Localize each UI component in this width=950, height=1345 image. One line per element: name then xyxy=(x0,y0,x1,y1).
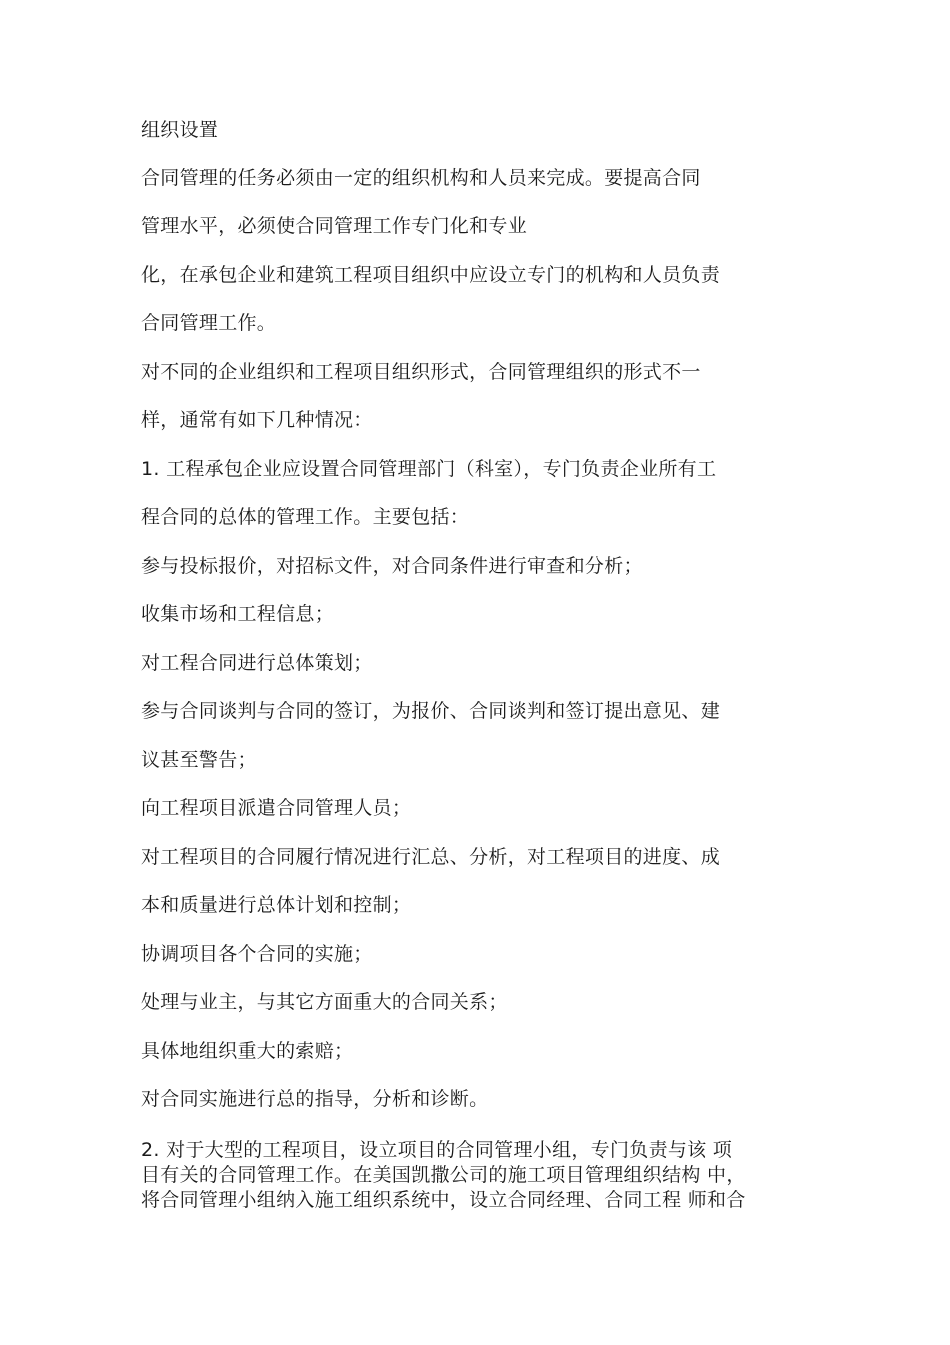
list-item-1: 1. 工程承包企业应设置合同管理部门（科室），专门负责企业所有工 xyxy=(141,458,717,480)
duty-item: 对工程项目的合同履行情况进行汇总、分析，对工程项目的进度、成 xyxy=(141,846,721,868)
duty-item: 收集市场和工程信息； xyxy=(141,603,335,625)
paragraph-line: 管理水平，必须使合同管理工作专门化和专业 xyxy=(141,215,528,237)
duty-item: 对合同实施进行总的指导，分析和诊断。 xyxy=(141,1088,489,1110)
paragraph-line: 程合同的总体的管理工作。主要包括： xyxy=(141,506,470,528)
paragraph-line: 目有关的合同管理工作。在美国凯撒公司的施工项目管理组织结构 中， xyxy=(141,1164,746,1186)
paragraph-line: 合同管理的任务必须由一定的组织机构和人员来完成。要提高合同 xyxy=(141,167,701,189)
duty-item: 参与合同谈判与合同的签订，为报价、合同谈判和签订提出意见、建 xyxy=(141,700,721,722)
paragraph-line: 合同管理工作。 xyxy=(141,312,277,334)
paragraph-line: 化，在承包企业和建筑工程项目组织中应设立专门的机构和人员负责 xyxy=(141,264,721,286)
duty-item: 对工程合同进行总体策划； xyxy=(141,652,373,674)
paragraph-line: 对不同的企业组织和工程项目组织形式，合同管理组织的形式不一 xyxy=(141,361,701,383)
duty-item: 议甚至警告； xyxy=(141,749,257,771)
duty-item: 本和质量进行总体计划和控制； xyxy=(141,894,412,916)
duty-item: 具体地组织重大的索赔； xyxy=(141,1040,354,1062)
duty-item: 协调项目各个合同的实施； xyxy=(141,943,373,965)
paragraph-line: 样，通常有如下几种情况： xyxy=(141,409,373,431)
section-heading: 组织设置 xyxy=(141,119,219,141)
duty-item: 参与投标报价，对招标文件，对合同条件进行审查和分析； xyxy=(141,555,643,577)
paragraph-line: 将合同管理小组纳入施工组织系统中，设立合同经理、合同工程 师和合 xyxy=(141,1189,746,1211)
list-item-2: 2. 对于大型的工程项目，设立项目的合同管理小组，专门负责与该 项 xyxy=(141,1139,733,1161)
duty-item: 处理与业主，与其它方面重大的合同关系； xyxy=(141,991,508,1013)
duty-item: 向工程项目派遣合同管理人员； xyxy=(141,797,412,819)
